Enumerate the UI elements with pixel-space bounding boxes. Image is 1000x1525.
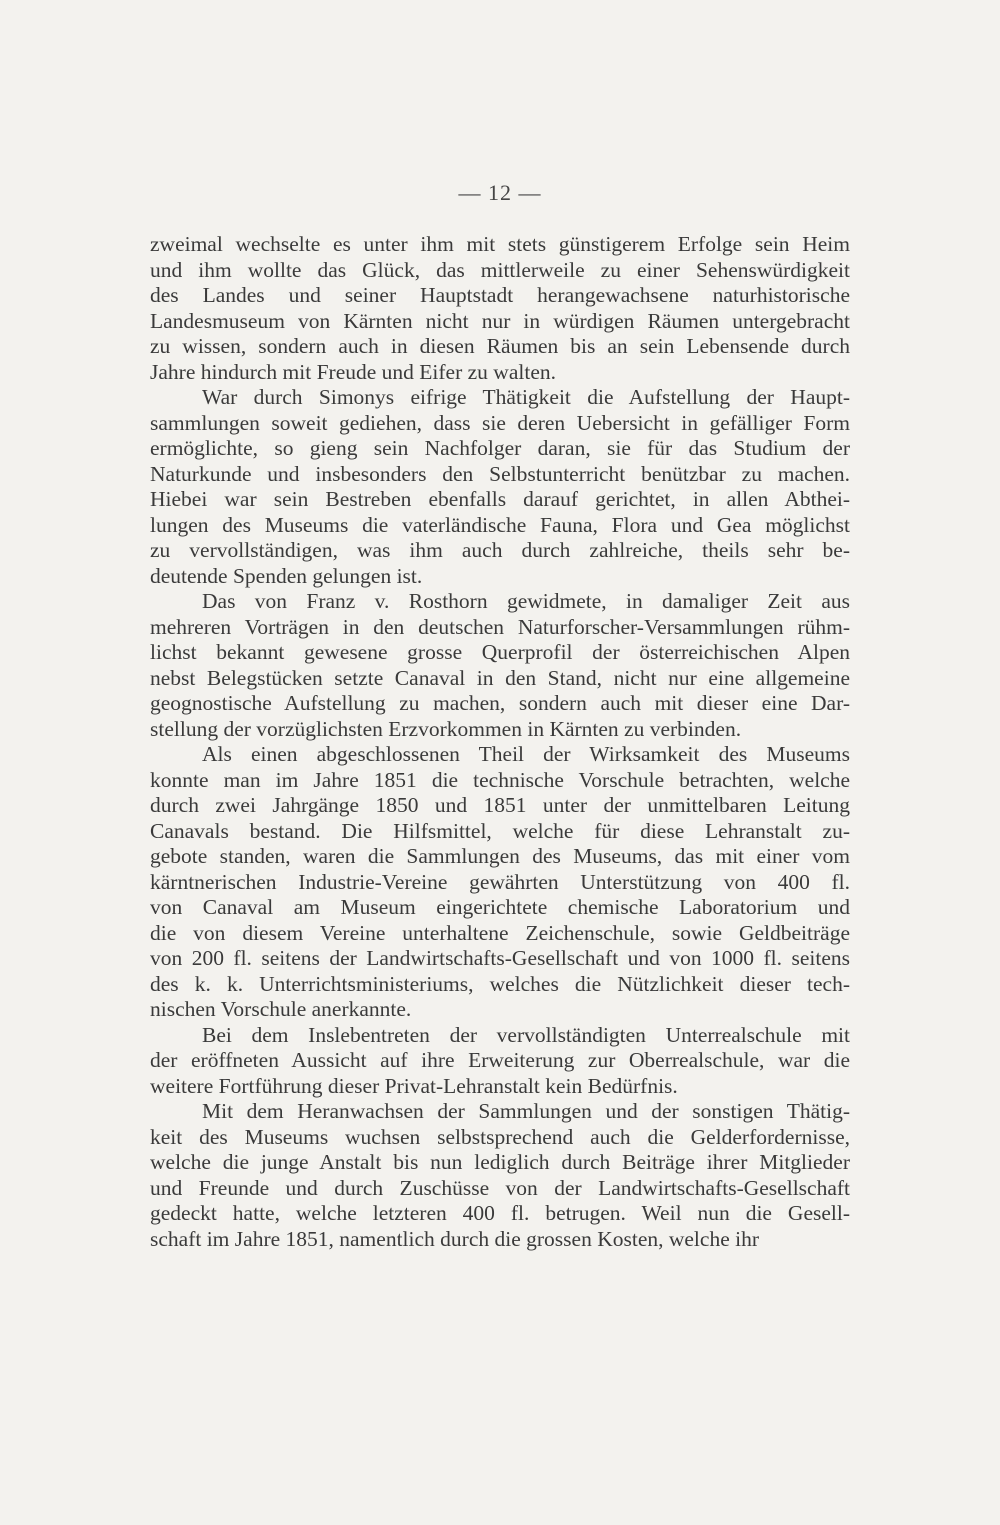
text-line: geognostische Aufstellung zu machen, sondern auch mit dieser eine Dar- [150,691,850,715]
text-line: weitere Fortführung dieser Privat-Lehranstalt kein Bedürfnis. [150,1073,678,1098]
text-line: des Landes und seiner Hauptstadt herangewachsene naturhistorische [150,283,850,307]
text-line: von 200 fl. seitens der Landwirtschafts-Gesellschaft und von 1000 fl. seitens [150,946,850,970]
paragraph [150,1023,850,1100]
text-line: Jahre hindurch mit Freude und Eifer zu walten. [150,359,556,384]
paragraph [150,232,850,385]
paragraph [150,1099,850,1252]
text-line: mehreren Vorträgen in den deutschen Naturforscher-Versammlungen rühm- [150,614,850,639]
paragraph [150,589,850,742]
text-line: Als einen abgeschlossenen Theil der Wirksamkeit des Museums [202,742,850,766]
text-line: schaft im Jahre 1851, namentlich durch die grossen Kosten, welche ihr [150,1226,759,1251]
text-line: Mit dem Heranwachsen der Sammlungen und der sonstigen Thätig- [202,1099,850,1123]
text-line: Naturkunde und insbesonders den Selbstunterricht benützbar zu machen. [150,461,850,486]
text-line: zu wissen, sondern auch in diesen Räumen bis an sein Lebensende durch [150,334,850,358]
text-line: Das von Franz v. Rosthorn gewidmete, in damaliger Zeit aus [202,589,850,613]
text-line: nischen Vorschule anerkannte. [150,997,412,1021]
text-line: Bei dem Inslebentreten der vervollständigten Unterrealschule mit [202,1022,850,1047]
paragraph [150,385,850,589]
text-line: und ihm wollte das Glück, das mittlerweile zu einer Sehenswürdigkeit [150,257,850,282]
text-line: der eröffneten Aussicht auf ihre Erweiterung zur Oberrealschule, war die [150,1048,850,1072]
text-line: und Freunde und durch Zuschüsse von der Landwirtschafts-Gesellschaft [150,1175,850,1200]
text-line: des k. k. Unterrichtsministeriums, welches die Nützlichkeit dieser tech- [150,971,850,996]
text-line: die von diesem Vereine unterhaltene Zeichenschule, sowie Geldbeiträge [150,920,850,945]
text-line: zweimal wechselte es unter ihm mit stets günstigerem Erfolge sein Heim [150,232,850,256]
text-line: deutende Spenden gelungen ist. [150,563,423,588]
page-number: — 12 — [458,180,542,205]
text-line: nebst Belegstücken setzte Canaval in den Stand, nicht nur eine allgemeine [150,665,850,690]
paragraph [150,742,850,1023]
text-line: ermöglichte, so gieng sein Nachfolger daran, sie für das Studium der [150,436,850,460]
text-line: welche die junge Anstalt bis nun lediglich durch Beiträge ihrer Mitglieder [150,1150,850,1174]
text-line: durch zwei Jahrgänge 1850 und 1851 unter der unmittelbaren Leitung [150,793,850,817]
text-line: von Canaval am Museum eingerichtete chemische Laboratorium und [150,895,850,919]
text-line: keit des Museums wuchsen selbstsprechend auch die Gelderfordernisse, [150,1124,850,1149]
text-line: Canavals bestand. Die Hilfsmittel, welche für diese Lehranstalt zu- [150,818,850,843]
text-line: kärntnerischen Industrie-Vereine gewährten Unterstützung von 400 fl. [150,869,850,894]
text-line: Landesmuseum von Kärnten nicht nur in würdigen Räumen untergebracht [150,308,850,333]
body-text [150,232,850,1252]
text-line: Hiebei war sein Bestreben ebenfalls darauf gerichtet, in allen Abthei- [150,487,850,511]
text-line: gebote standen, waren die Sammlungen des Museums, das mit einer vom [150,844,850,868]
text-line: stellung der vorzüglichsten Erzvorkommen in Kärnten zu verbinden. [150,716,742,741]
text-line: lichst bekannt gewesene grosse Querprofil der österreichischen Alpen [150,640,850,664]
text-line: sammlungen soweit gediehen, dass sie deren Uebersicht in gefälliger Form [150,410,850,435]
text-line: War durch Simonys eifrige Thätigkeit die Aufstellung der Haupt- [202,385,850,409]
text-line: zu vervollständigen, was ihm auch durch zahlreiche, theils sehr be- [150,538,850,562]
text-line: konnte man im Jahre 1851 die technische Vorschule betrachten, welche [150,767,850,792]
text-line: gedeckt hatte, welche letzteren 400 fl. betrugen. Weil nun die Gesell- [150,1201,850,1225]
text-line: lungen des Museums die vaterländische Fauna, Flora und Gea möglichst [150,512,850,537]
